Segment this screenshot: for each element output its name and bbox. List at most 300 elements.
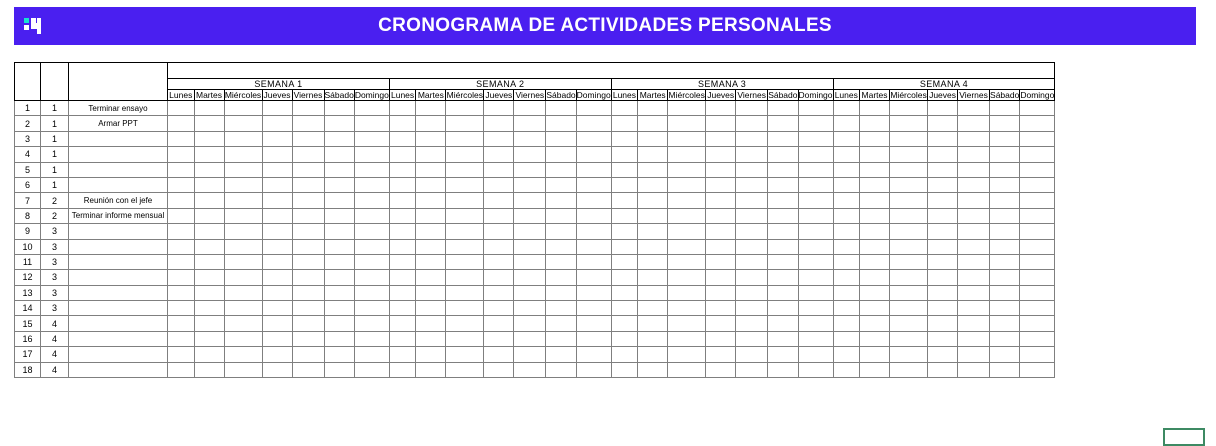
- schedule-cell-r2-w2-d6[interactable]: [546, 116, 576, 131]
- schedule-cell-r3-w1-d5[interactable]: [292, 131, 324, 146]
- row-tema-cell[interactable]: 4: [41, 316, 69, 331]
- schedule-cell-r3-w3-d5[interactable]: [736, 131, 768, 146]
- schedule-cell-r14-w3-d2[interactable]: [638, 301, 668, 316]
- schedule-cell-r1-w1-d4[interactable]: [262, 101, 292, 116]
- schedule-cell-r14-w3-d1[interactable]: [611, 301, 638, 316]
- schedule-cell-r9-w3-d7[interactable]: [798, 224, 833, 239]
- schedule-cell-r15-w2-d5[interactable]: [514, 316, 546, 331]
- schedule-cell-r11-w1-d7[interactable]: [354, 254, 389, 269]
- schedule-cell-r3-w4-d1[interactable]: [833, 131, 860, 146]
- schedule-cell-r16-w1-d5[interactable]: [292, 331, 324, 346]
- schedule-cell-r5-w2-d2[interactable]: [416, 162, 446, 177]
- schedule-cell-r7-w3-d6[interactable]: [768, 193, 798, 208]
- schedule-cell-r13-w1-d5[interactable]: [292, 285, 324, 300]
- schedule-cell-r12-w1-d1[interactable]: [168, 270, 195, 285]
- schedule-cell-r11-w3-d6[interactable]: [768, 254, 798, 269]
- schedule-cell-r12-w2-d5[interactable]: [514, 270, 546, 285]
- schedule-cell-r10-w4-d1[interactable]: [833, 239, 860, 254]
- schedule-cell-r5-w4-d4[interactable]: [928, 162, 958, 177]
- schedule-cell-r17-w4-d5[interactable]: [958, 347, 990, 362]
- schedule-cell-r6-w3-d2[interactable]: [638, 177, 668, 192]
- schedule-cell-r8-w2-d4[interactable]: [484, 208, 514, 223]
- schedule-cell-r1-w4-d6[interactable]: [990, 101, 1020, 116]
- schedule-cell-r3-w2-d3[interactable]: [446, 131, 484, 146]
- schedule-cell-r18-w3-d2[interactable]: [638, 362, 668, 377]
- row-tema-cell[interactable]: 3: [41, 224, 69, 239]
- schedule-cell-r13-w2-d3[interactable]: [446, 285, 484, 300]
- row-tema-cell[interactable]: 1: [41, 162, 69, 177]
- schedule-cell-r15-w4-d2[interactable]: [860, 316, 890, 331]
- schedule-cell-r9-w2-d3[interactable]: [446, 224, 484, 239]
- schedule-cell-r3-w3-d3[interactable]: [668, 131, 706, 146]
- schedule-cell-r18-w4-d3[interactable]: [890, 362, 928, 377]
- schedule-cell-r10-w4-d5[interactable]: [958, 239, 990, 254]
- schedule-cell-r10-w4-d4[interactable]: [928, 239, 958, 254]
- schedule-cell-r16-w4-d5[interactable]: [958, 331, 990, 346]
- schedule-cell-r16-w2-d1[interactable]: [389, 331, 416, 346]
- schedule-cell-r18-w1-d6[interactable]: [324, 362, 354, 377]
- row-tema-cell[interactable]: 1: [41, 116, 69, 131]
- schedule-cell-r1-w2-d2[interactable]: [416, 101, 446, 116]
- schedule-cell-r10-w2-d7[interactable]: [576, 239, 611, 254]
- schedule-cell-r12-w4-d6[interactable]: [990, 270, 1020, 285]
- schedule-cell-r5-w3-d5[interactable]: [736, 162, 768, 177]
- schedule-cell-r10-w2-d5[interactable]: [514, 239, 546, 254]
- schedule-cell-r13-w1-d6[interactable]: [324, 285, 354, 300]
- schedule-cell-r12-w4-d1[interactable]: [833, 270, 860, 285]
- schedule-cell-r6-w1-d2[interactable]: [194, 177, 224, 192]
- schedule-cell-r6-w2-d4[interactable]: [484, 177, 514, 192]
- row-actividad-cell[interactable]: [69, 316, 168, 331]
- schedule-cell-r6-w3-d5[interactable]: [736, 177, 768, 192]
- schedule-cell-r15-w1-d6[interactable]: [324, 316, 354, 331]
- schedule-cell-r8-w2-d3[interactable]: [446, 208, 484, 223]
- schedule-cell-r13-w4-d1[interactable]: [833, 285, 860, 300]
- schedule-cell-r1-w3-d3[interactable]: [668, 101, 706, 116]
- schedule-cell-r11-w1-d4[interactable]: [262, 254, 292, 269]
- schedule-cell-r1-w4-d1[interactable]: [833, 101, 860, 116]
- schedule-cell-r3-w4-d6[interactable]: [990, 131, 1020, 146]
- schedule-cell-r8-w3-d1[interactable]: [611, 208, 638, 223]
- schedule-cell-r5-w1-d5[interactable]: [292, 162, 324, 177]
- schedule-cell-r10-w3-d2[interactable]: [638, 239, 668, 254]
- schedule-cell-r9-w1-d2[interactable]: [194, 224, 224, 239]
- schedule-cell-r2-w3-d5[interactable]: [736, 116, 768, 131]
- row-actividad-cell[interactable]: [69, 270, 168, 285]
- schedule-cell-r16-w2-d4[interactable]: [484, 331, 514, 346]
- schedule-cell-r12-w2-d7[interactable]: [576, 270, 611, 285]
- schedule-cell-r2-w2-d5[interactable]: [514, 116, 546, 131]
- schedule-cell-r12-w1-d2[interactable]: [194, 270, 224, 285]
- schedule-cell-r2-w3-d6[interactable]: [768, 116, 798, 131]
- schedule-cell-r18-w4-d4[interactable]: [928, 362, 958, 377]
- schedule-cell-r8-w2-d6[interactable]: [546, 208, 576, 223]
- schedule-cell-r15-w1-d4[interactable]: [262, 316, 292, 331]
- row-tema-cell[interactable]: 1: [41, 177, 69, 192]
- schedule-cell-r13-w4-d4[interactable]: [928, 285, 958, 300]
- schedule-cell-r7-w3-d7[interactable]: [798, 193, 833, 208]
- schedule-cell-r18-w1-d4[interactable]: [262, 362, 292, 377]
- schedule-cell-r7-w2-d4[interactable]: [484, 193, 514, 208]
- schedule-cell-r14-w4-d4[interactable]: [928, 301, 958, 316]
- schedule-cell-r8-w2-d2[interactable]: [416, 208, 446, 223]
- schedule-cell-r11-w2-d5[interactable]: [514, 254, 546, 269]
- schedule-cell-r7-w3-d3[interactable]: [668, 193, 706, 208]
- schedule-cell-r16-w3-d1[interactable]: [611, 331, 638, 346]
- schedule-cell-r17-w3-d3[interactable]: [668, 347, 706, 362]
- schedule-cell-r17-w2-d2[interactable]: [416, 347, 446, 362]
- schedule-cell-r4-w2-d4[interactable]: [484, 147, 514, 162]
- schedule-cell-r7-w1-d3[interactable]: [224, 193, 262, 208]
- schedule-cell-r4-w3-d7[interactable]: [798, 147, 833, 162]
- schedule-cell-r15-w3-d6[interactable]: [768, 316, 798, 331]
- schedule-cell-r2-w2-d3[interactable]: [446, 116, 484, 131]
- schedule-cell-r10-w4-d2[interactable]: [860, 239, 890, 254]
- schedule-cell-r4-w2-d3[interactable]: [446, 147, 484, 162]
- schedule-cell-r7-w4-d7[interactable]: [1020, 193, 1055, 208]
- row-actividad-cell[interactable]: Armar PPT: [69, 116, 168, 131]
- schedule-cell-r14-w2-d4[interactable]: [484, 301, 514, 316]
- schedule-cell-r5-w2-d4[interactable]: [484, 162, 514, 177]
- schedule-cell-r10-w1-d2[interactable]: [194, 239, 224, 254]
- schedule-cell-r7-w2-d6[interactable]: [546, 193, 576, 208]
- schedule-cell-r7-w3-d1[interactable]: [611, 193, 638, 208]
- schedule-cell-r15-w4-d5[interactable]: [958, 316, 990, 331]
- schedule-cell-r3-w2-d2[interactable]: [416, 131, 446, 146]
- schedule-cell-r9-w1-d3[interactable]: [224, 224, 262, 239]
- row-tema-cell[interactable]: 1: [41, 101, 69, 116]
- schedule-cell-r14-w1-d2[interactable]: [194, 301, 224, 316]
- schedule-cell-r5-w1-d3[interactable]: [224, 162, 262, 177]
- schedule-cell-r2-w4-d3[interactable]: [890, 116, 928, 131]
- schedule-cell-r3-w4-d5[interactable]: [958, 131, 990, 146]
- schedule-cell-r4-w1-d4[interactable]: [262, 147, 292, 162]
- schedule-cell-r11-w2-d4[interactable]: [484, 254, 514, 269]
- schedule-cell-r2-w3-d4[interactable]: [706, 116, 736, 131]
- schedule-cell-r1-w2-d3[interactable]: [446, 101, 484, 116]
- schedule-cell-r13-w2-d5[interactable]: [514, 285, 546, 300]
- schedule-cell-r6-w2-d5[interactable]: [514, 177, 546, 192]
- schedule-cell-r7-w2-d7[interactable]: [576, 193, 611, 208]
- schedule-cell-r18-w3-d7[interactable]: [798, 362, 833, 377]
- schedule-cell-r1-w3-d2[interactable]: [638, 101, 668, 116]
- schedule-cell-r5-w4-d5[interactable]: [958, 162, 990, 177]
- schedule-cell-r5-w1-d4[interactable]: [262, 162, 292, 177]
- schedule-cell-r7-w4-d1[interactable]: [833, 193, 860, 208]
- schedule-cell-r9-w1-d7[interactable]: [354, 224, 389, 239]
- schedule-cell-r18-w2-d3[interactable]: [446, 362, 484, 377]
- schedule-cell-r11-w3-d2[interactable]: [638, 254, 668, 269]
- schedule-cell-r10-w4-d6[interactable]: [990, 239, 1020, 254]
- schedule-cell-r13-w1-d1[interactable]: [168, 285, 195, 300]
- schedule-cell-r8-w1-d5[interactable]: [292, 208, 324, 223]
- schedule-cell-r2-w1-d6[interactable]: [324, 116, 354, 131]
- schedule-cell-r4-w3-d1[interactable]: [611, 147, 638, 162]
- schedule-cell-r15-w2-d4[interactable]: [484, 316, 514, 331]
- schedule-cell-r1-w3-d4[interactable]: [706, 101, 736, 116]
- schedule-cell-r12-w4-d2[interactable]: [860, 270, 890, 285]
- schedule-cell-r16-w1-d4[interactable]: [262, 331, 292, 346]
- schedule-cell-r15-w1-d3[interactable]: [224, 316, 262, 331]
- schedule-cell-r1-w3-d5[interactable]: [736, 101, 768, 116]
- schedule-cell-r11-w4-d3[interactable]: [890, 254, 928, 269]
- schedule-cell-r4-w4-d4[interactable]: [928, 147, 958, 162]
- schedule-cell-r2-w2-d1[interactable]: [389, 116, 416, 131]
- schedule-cell-r16-w1-d1[interactable]: [168, 331, 195, 346]
- schedule-cell-r1-w1-d7[interactable]: [354, 101, 389, 116]
- schedule-cell-r18-w2-d2[interactable]: [416, 362, 446, 377]
- schedule-cell-r5-w4-d3[interactable]: [890, 162, 928, 177]
- schedule-cell-r5-w4-d7[interactable]: [1020, 162, 1055, 177]
- schedule-cell-r9-w4-d6[interactable]: [990, 224, 1020, 239]
- schedule-cell-r17-w4-d4[interactable]: [928, 347, 958, 362]
- schedule-cell-r17-w1-d7[interactable]: [354, 347, 389, 362]
- schedule-cell-r6-w4-d6[interactable]: [990, 177, 1020, 192]
- schedule-cell-r9-w3-d1[interactable]: [611, 224, 638, 239]
- schedule-cell-r17-w2-d3[interactable]: [446, 347, 484, 362]
- schedule-cell-r6-w1-d6[interactable]: [324, 177, 354, 192]
- schedule-cell-r11-w1-d6[interactable]: [324, 254, 354, 269]
- schedule-cell-r6-w2-d6[interactable]: [546, 177, 576, 192]
- schedule-cell-r10-w3-d5[interactable]: [736, 239, 768, 254]
- schedule-cell-r10-w3-d1[interactable]: [611, 239, 638, 254]
- schedule-cell-r11-w2-d6[interactable]: [546, 254, 576, 269]
- schedule-cell-r13-w2-d1[interactable]: [389, 285, 416, 300]
- schedule-cell-r13-w3-d7[interactable]: [798, 285, 833, 300]
- schedule-cell-r16-w3-d2[interactable]: [638, 331, 668, 346]
- schedule-cell-r6-w3-d6[interactable]: [768, 177, 798, 192]
- row-tema-cell[interactable]: 2: [41, 208, 69, 223]
- schedule-cell-r14-w4-d3[interactable]: [890, 301, 928, 316]
- schedule-cell-r14-w3-d3[interactable]: [668, 301, 706, 316]
- schedule-cell-r3-w2-d7[interactable]: [576, 131, 611, 146]
- schedule-cell-r6-w3-d1[interactable]: [611, 177, 638, 192]
- schedule-cell-r8-w2-d5[interactable]: [514, 208, 546, 223]
- schedule-cell-r2-w3-d3[interactable]: [668, 116, 706, 131]
- schedule-cell-r18-w4-d6[interactable]: [990, 362, 1020, 377]
- schedule-cell-r8-w1-d3[interactable]: [224, 208, 262, 223]
- schedule-cell-r2-w1-d2[interactable]: [194, 116, 224, 131]
- schedule-cell-r1-w4-d2[interactable]: [860, 101, 890, 116]
- schedule-cell-r16-w2-d2[interactable]: [416, 331, 446, 346]
- schedule-cell-r1-w3-d7[interactable]: [798, 101, 833, 116]
- schedule-cell-r16-w4-d7[interactable]: [1020, 331, 1055, 346]
- schedule-cell-r5-w4-d2[interactable]: [860, 162, 890, 177]
- schedule-cell-r17-w1-d1[interactable]: [168, 347, 195, 362]
- row-tema-cell[interactable]: 4: [41, 347, 69, 362]
- row-actividad-cell[interactable]: [69, 131, 168, 146]
- schedule-cell-r11-w3-d1[interactable]: [611, 254, 638, 269]
- row-tema-cell[interactable]: 3: [41, 254, 69, 269]
- schedule-cell-r13-w1-d7[interactable]: [354, 285, 389, 300]
- schedule-cell-r3-w2-d5[interactable]: [514, 131, 546, 146]
- schedule-cell-r16-w4-d2[interactable]: [860, 331, 890, 346]
- schedule-cell-r16-w4-d4[interactable]: [928, 331, 958, 346]
- schedule-cell-r3-w2-d1[interactable]: [389, 131, 416, 146]
- schedule-cell-r11-w1-d1[interactable]: [168, 254, 195, 269]
- schedule-cell-r9-w2-d6[interactable]: [546, 224, 576, 239]
- schedule-cell-r16-w1-d7[interactable]: [354, 331, 389, 346]
- schedule-cell-r5-w2-d6[interactable]: [546, 162, 576, 177]
- schedule-cell-r16-w4-d1[interactable]: [833, 331, 860, 346]
- schedule-cell-r11-w2-d1[interactable]: [389, 254, 416, 269]
- schedule-cell-r16-w3-d6[interactable]: [768, 331, 798, 346]
- schedule-cell-r6-w3-d4[interactable]: [706, 177, 736, 192]
- schedule-cell-r3-w3-d1[interactable]: [611, 131, 638, 146]
- schedule-cell-r4-w4-d1[interactable]: [833, 147, 860, 162]
- schedule-cell-r5-w3-d3[interactable]: [668, 162, 706, 177]
- schedule-cell-r15-w3-d3[interactable]: [668, 316, 706, 331]
- schedule-cell-r7-w1-d2[interactable]: [194, 193, 224, 208]
- schedule-cell-r14-w2-d6[interactable]: [546, 301, 576, 316]
- schedule-cell-r8-w4-d6[interactable]: [990, 208, 1020, 223]
- schedule-cell-r7-w2-d5[interactable]: [514, 193, 546, 208]
- schedule-cell-r7-w4-d5[interactable]: [958, 193, 990, 208]
- schedule-cell-r6-w2-d3[interactable]: [446, 177, 484, 192]
- schedule-cell-r9-w4-d5[interactable]: [958, 224, 990, 239]
- row-tema-cell[interactable]: 3: [41, 285, 69, 300]
- schedule-cell-r2-w2-d2[interactable]: [416, 116, 446, 131]
- schedule-cell-r13-w1-d3[interactable]: [224, 285, 262, 300]
- schedule-cell-r8-w2-d1[interactable]: [389, 208, 416, 223]
- schedule-cell-r9-w1-d1[interactable]: [168, 224, 195, 239]
- schedule-cell-r5-w3-d1[interactable]: [611, 162, 638, 177]
- schedule-cell-r9-w2-d4[interactable]: [484, 224, 514, 239]
- schedule-cell-r11-w4-d4[interactable]: [928, 254, 958, 269]
- schedule-cell-r1-w2-d6[interactable]: [546, 101, 576, 116]
- schedule-cell-r4-w1-d3[interactable]: [224, 147, 262, 162]
- schedule-cell-r9-w1-d6[interactable]: [324, 224, 354, 239]
- schedule-cell-r17-w3-d4[interactable]: [706, 347, 736, 362]
- schedule-cell-r5-w3-d4[interactable]: [706, 162, 736, 177]
- schedule-cell-r12-w3-d6[interactable]: [768, 270, 798, 285]
- schedule-cell-r13-w3-d2[interactable]: [638, 285, 668, 300]
- schedule-cell-r4-w2-d7[interactable]: [576, 147, 611, 162]
- schedule-cell-r17-w4-d7[interactable]: [1020, 347, 1055, 362]
- schedule-cell-r5-w2-d1[interactable]: [389, 162, 416, 177]
- schedule-cell-r14-w1-d6[interactable]: [324, 301, 354, 316]
- schedule-cell-r3-w1-d4[interactable]: [262, 131, 292, 146]
- schedule-cell-r6-w4-d1[interactable]: [833, 177, 860, 192]
- schedule-cell-r13-w4-d3[interactable]: [890, 285, 928, 300]
- schedule-cell-r16-w2-d7[interactable]: [576, 331, 611, 346]
- schedule-cell-r12-w3-d3[interactable]: [668, 270, 706, 285]
- schedule-cell-r3-w2-d6[interactable]: [546, 131, 576, 146]
- schedule-cell-r4-w1-d2[interactable]: [194, 147, 224, 162]
- schedule-cell-r7-w1-d7[interactable]: [354, 193, 389, 208]
- schedule-cell-r4-w4-d2[interactable]: [860, 147, 890, 162]
- schedule-cell-r7-w1-d6[interactable]: [324, 193, 354, 208]
- schedule-cell-r11-w1-d2[interactable]: [194, 254, 224, 269]
- schedule-cell-r15-w4-d1[interactable]: [833, 316, 860, 331]
- schedule-cell-r9-w2-d7[interactable]: [576, 224, 611, 239]
- schedule-cell-r1-w4-d3[interactable]: [890, 101, 928, 116]
- schedule-cell-r12-w3-d4[interactable]: [706, 270, 736, 285]
- schedule-cell-r18-w2-d5[interactable]: [514, 362, 546, 377]
- schedule-cell-r5-w2-d5[interactable]: [514, 162, 546, 177]
- schedule-cell-r4-w1-d1[interactable]: [168, 147, 195, 162]
- schedule-cell-r18-w1-d5[interactable]: [292, 362, 324, 377]
- schedule-cell-r4-w1-d6[interactable]: [324, 147, 354, 162]
- schedule-cell-r2-w1-d5[interactable]: [292, 116, 324, 131]
- schedule-cell-r4-w4-d6[interactable]: [990, 147, 1020, 162]
- schedule-cell-r10-w1-d7[interactable]: [354, 239, 389, 254]
- schedule-cell-r15-w4-d4[interactable]: [928, 316, 958, 331]
- schedule-cell-r15-w3-d1[interactable]: [611, 316, 638, 331]
- schedule-cell-r12-w1-d7[interactable]: [354, 270, 389, 285]
- schedule-cell-r9-w4-d3[interactable]: [890, 224, 928, 239]
- schedule-cell-r13-w2-d2[interactable]: [416, 285, 446, 300]
- schedule-cell-r2-w4-d7[interactable]: [1020, 116, 1055, 131]
- schedule-cell-r17-w1-d6[interactable]: [324, 347, 354, 362]
- schedule-cell-r8-w3-d7[interactable]: [798, 208, 833, 223]
- schedule-cell-r8-w4-d4[interactable]: [928, 208, 958, 223]
- schedule-cell-r18-w2-d6[interactable]: [546, 362, 576, 377]
- schedule-cell-r8-w3-d5[interactable]: [736, 208, 768, 223]
- schedule-cell-r12-w3-d7[interactable]: [798, 270, 833, 285]
- schedule-cell-r11-w1-d5[interactable]: [292, 254, 324, 269]
- schedule-cell-r12-w2-d2[interactable]: [416, 270, 446, 285]
- schedule-cell-r17-w1-d2[interactable]: [194, 347, 224, 362]
- schedule-cell-r16-w2-d5[interactable]: [514, 331, 546, 346]
- row-actividad-cell[interactable]: [69, 147, 168, 162]
- schedule-cell-r18-w4-d7[interactable]: [1020, 362, 1055, 377]
- schedule-cell-r10-w2-d6[interactable]: [546, 239, 576, 254]
- schedule-cell-r8-w1-d1[interactable]: [168, 208, 195, 223]
- schedule-cell-r10-w1-d4[interactable]: [262, 239, 292, 254]
- row-tema-cell[interactable]: 4: [41, 362, 69, 377]
- schedule-cell-r2-w4-d6[interactable]: [990, 116, 1020, 131]
- schedule-cell-r18-w3-d3[interactable]: [668, 362, 706, 377]
- schedule-cell-r17-w3-d5[interactable]: [736, 347, 768, 362]
- schedule-cell-r10-w2-d3[interactable]: [446, 239, 484, 254]
- schedule-cell-r13-w3-d4[interactable]: [706, 285, 736, 300]
- schedule-cell-r2-w3-d7[interactable]: [798, 116, 833, 131]
- schedule-cell-r10-w1-d5[interactable]: [292, 239, 324, 254]
- row-actividad-cell[interactable]: [69, 362, 168, 377]
- schedule-cell-r1-w1-d1[interactable]: [168, 101, 195, 116]
- schedule-cell-r8-w3-d4[interactable]: [706, 208, 736, 223]
- schedule-cell-r12-w3-d2[interactable]: [638, 270, 668, 285]
- schedule-cell-r6-w4-d5[interactable]: [958, 177, 990, 192]
- schedule-cell-r10-w2-d2[interactable]: [416, 239, 446, 254]
- schedule-cell-r6-w2-d7[interactable]: [576, 177, 611, 192]
- schedule-cell-r7-w4-d6[interactable]: [990, 193, 1020, 208]
- schedule-cell-r16-w3-d5[interactable]: [736, 331, 768, 346]
- schedule-cell-r17-w3-d6[interactable]: [768, 347, 798, 362]
- schedule-cell-r13-w3-d6[interactable]: [768, 285, 798, 300]
- schedule-cell-r9-w2-d2[interactable]: [416, 224, 446, 239]
- schedule-cell-r8-w3-d2[interactable]: [638, 208, 668, 223]
- schedule-cell-r18-w1-d7[interactable]: [354, 362, 389, 377]
- schedule-cell-r15-w3-d2[interactable]: [638, 316, 668, 331]
- schedule-cell-r10-w3-d6[interactable]: [768, 239, 798, 254]
- schedule-cell-r18-w1-d3[interactable]: [224, 362, 262, 377]
- schedule-cell-r18-w4-d2[interactable]: [860, 362, 890, 377]
- schedule-cell-r9-w1-d5[interactable]: [292, 224, 324, 239]
- schedule-cell-r9-w4-d4[interactable]: [928, 224, 958, 239]
- schedule-cell-r11-w3-d3[interactable]: [668, 254, 706, 269]
- schedule-cell-r7-w4-d3[interactable]: [890, 193, 928, 208]
- schedule-cell-r18-w2-d4[interactable]: [484, 362, 514, 377]
- schedule-cell-r6-w2-d2[interactable]: [416, 177, 446, 192]
- schedule-cell-r17-w2-d6[interactable]: [546, 347, 576, 362]
- schedule-cell-r12-w3-d5[interactable]: [736, 270, 768, 285]
- schedule-cell-r10-w4-d3[interactable]: [890, 239, 928, 254]
- schedule-cell-r14-w2-d3[interactable]: [446, 301, 484, 316]
- schedule-cell-r13-w4-d5[interactable]: [958, 285, 990, 300]
- schedule-cell-r3-w3-d2[interactable]: [638, 131, 668, 146]
